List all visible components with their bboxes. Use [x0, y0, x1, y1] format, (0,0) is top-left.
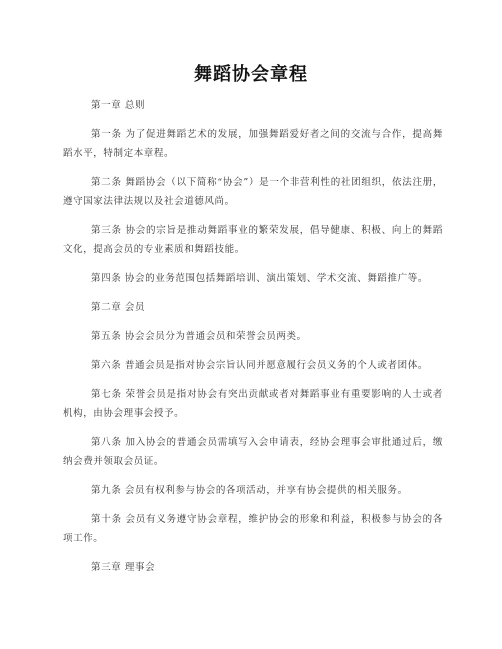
article-paragraph: 第十条 会员有义务遵守协会章程，维护协会的形象和利益，积极参与协会的各项工作。: [63, 514, 443, 544]
article-paragraph: 第三条 协会的宗旨是推动舞蹈事业的繁荣发展，倡导健康、积极、向上的舞蹈文化，提高会员的专业素质和舞蹈技能。: [63, 225, 443, 255]
article-paragraph: 第七条 荣誉会员是指对协会有突出贡献或者对舞蹈事业有重要影响的人士或者机构，由协会理事会授予。: [63, 389, 443, 419]
document-title: 舞蹈协会章程: [194, 64, 308, 85]
chapter-heading: 第二章 会员: [91, 302, 146, 313]
chapter-heading: 第一章 总则: [91, 100, 146, 111]
article-paragraph: 第一条 为了促进舞蹈艺术的发展，加强舞蹈爱好者之间的交流与合作，提高舞蹈水平，特制定本章程。: [63, 129, 443, 159]
article-paragraph: 第五条 协会会员分为普通会员和荣誉会员两类。: [91, 331, 307, 342]
article-paragraph: 第二条 舞蹈协会（以下简称“协会”）是一个非营利性的社团组织，依法注册，遵守国家法律法规以及社会道德风尚。: [63, 177, 443, 207]
article-paragraph: 第九条 会员有权利参与协会的各项活动，并享有协会提供的相关服务。: [91, 485, 408, 496]
article-paragraph: 第八条 加入协会的普通会员需填写入会申请表，经协会理事会审批通过后，缴纳会费并领取会员证。: [63, 437, 443, 467]
chapter-heading: 第三章 理事会: [91, 562, 156, 573]
article-paragraph: 第四条 协会的业务范围包括舞蹈培训、演出策划、学术交流、舞蹈推广等。: [91, 273, 428, 284]
document-body: [63, 96, 443, 587]
article-paragraph: 第六条 普通会员是指对协会宗旨认同并愿意履行会员义务的个人或者团体。: [91, 360, 428, 371]
